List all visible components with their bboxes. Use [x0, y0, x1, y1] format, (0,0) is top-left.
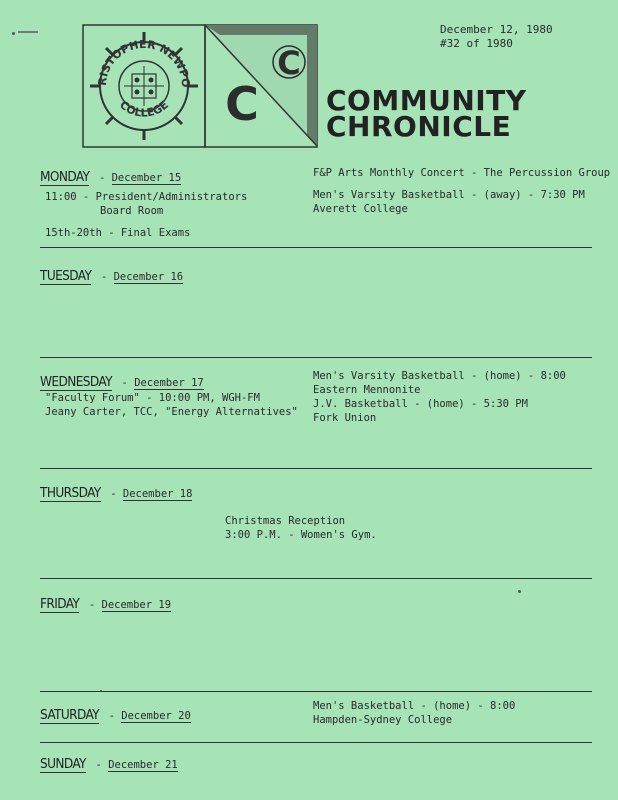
wednesday-left-events	[45, 391, 298, 419]
speck	[518, 590, 521, 593]
svg-text:C: C	[277, 44, 301, 82]
section-divider	[40, 742, 592, 743]
event-line: Averett College	[313, 203, 408, 215]
section-divider	[40, 578, 592, 579]
event-line: "Faculty Forum" - 10:00 PM, WGH-FM	[45, 392, 260, 404]
day-date: December 17	[134, 377, 204, 389]
day-header-sunday: SUNDAY - December 21	[40, 756, 178, 772]
issue-date: December 12, 1980	[440, 23, 553, 36]
day-date: December 18	[122, 488, 193, 500]
masthead-line-1: COMMUNITY	[326, 84, 527, 117]
college-seal	[82, 24, 198, 140]
monday-right-events	[313, 166, 610, 216]
section-divider	[40, 691, 592, 692]
day-date: December 21	[108, 759, 178, 771]
svg-text:CHRISTOPHER NEWPORT: RISTOPHER NEWPO	[95, 37, 193, 88]
issue-header	[440, 23, 553, 51]
svg-text:C: C	[225, 77, 259, 131]
speck	[18, 31, 38, 33]
day-name: SUNDAY	[40, 756, 86, 772]
section-divider	[40, 247, 592, 248]
section-divider	[40, 468, 592, 469]
event-line: 3:00 P.M. - Women's Gym.	[225, 529, 377, 541]
day-header-thursday: THURSDAY - December 18	[40, 485, 193, 501]
event-line: J.V. Basketball - (home) - 5:30 PM	[313, 398, 528, 410]
event-line: Eastern Mennonite	[313, 384, 421, 396]
event-line: Men's Basketball - (home) - 8:00	[313, 700, 516, 712]
event-line: Hampden-Sydney College	[313, 714, 453, 726]
speck	[12, 32, 15, 35]
day-name: WEDNESDAY	[40, 374, 112, 390]
day-header-wednesday: WEDNESDAY - December 17	[40, 374, 204, 390]
thursday-center-events	[225, 514, 377, 542]
event-line: Christmas Reception	[225, 515, 346, 527]
day-date: December 16	[113, 271, 184, 283]
masthead	[326, 84, 527, 143]
day-name: TUESDAY	[40, 268, 92, 284]
day-date: December 20	[121, 710, 191, 722]
event-line: 11:00 - President/Administrators	[45, 191, 248, 203]
event-line: 15th-20th - Final Exams	[45, 227, 191, 239]
masthead-line-2: CHRONICLE	[326, 110, 512, 143]
monday-left-events	[45, 190, 247, 240]
logo-graphic	[82, 24, 318, 148]
svg-text:COLLEGE: COLLEGE	[117, 98, 171, 120]
cc-emblem	[205, 25, 317, 147]
day-date: December 19	[101, 599, 172, 611]
day-name: SATURDAY	[40, 707, 99, 723]
section-divider	[40, 357, 592, 358]
event-line: Fork Union	[313, 412, 377, 424]
issue-number: #32 of 1980	[440, 37, 513, 50]
day-name: FRIDAY	[40, 596, 80, 612]
day-header-tuesday: TUESDAY - December 16	[40, 268, 184, 284]
event-line: Board Room	[100, 205, 164, 217]
day-date: December 15	[111, 172, 182, 184]
day-header-monday: MONDAY - December 15	[40, 169, 182, 185]
day-name: MONDAY	[40, 169, 90, 185]
logo	[82, 24, 318, 148]
day-header-friday: FRIDAY - December 19	[40, 596, 172, 612]
saturday-right-events	[313, 699, 515, 727]
event-line: F&P Arts Monthly Concert - The Percussion Group	[313, 167, 611, 179]
event-line: Men's Varsity Basketball - (away) - 7:30 PM	[313, 189, 585, 201]
event-line: Men's Varsity Basketball - (home) - 8:00	[313, 370, 566, 382]
day-name: THURSDAY	[40, 485, 101, 501]
event-line: Jeany Carter, TCC, "Energy Alternatives"	[45, 406, 298, 418]
wednesday-right-events	[313, 369, 566, 425]
day-header-saturday: SATURDAY - December 20	[40, 707, 191, 723]
